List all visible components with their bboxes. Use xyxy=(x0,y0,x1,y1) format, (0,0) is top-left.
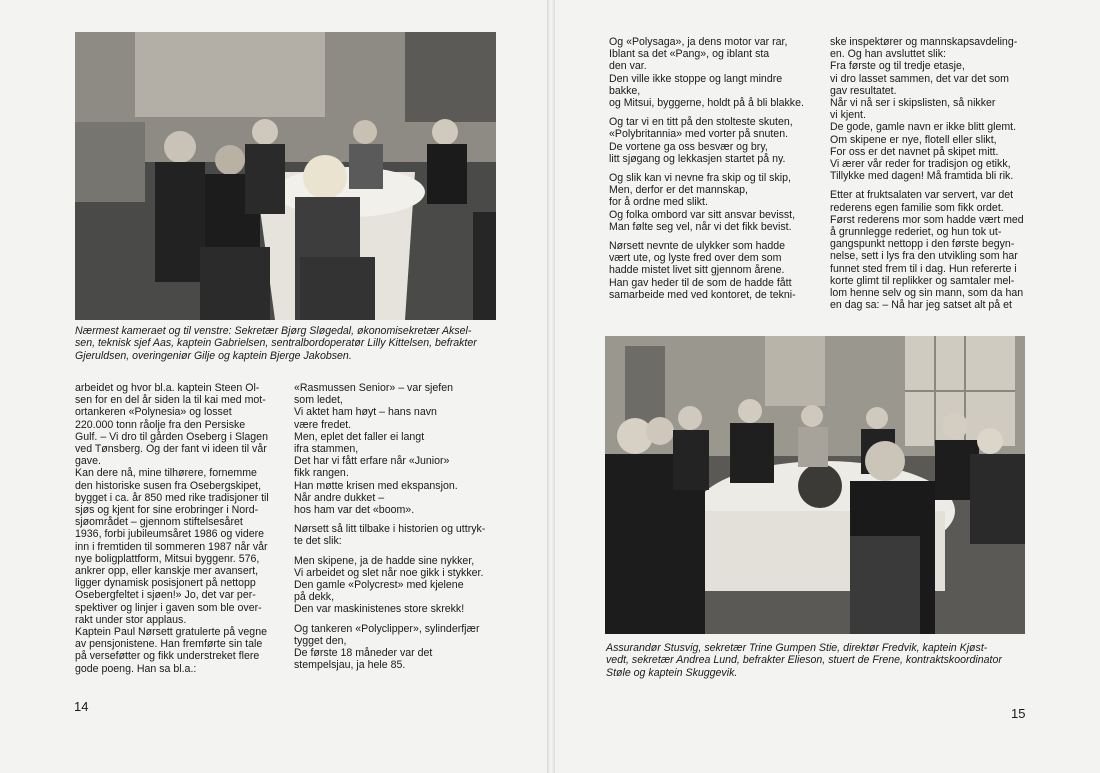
paragraph: Og «Polysaga», ja dens motor var rar, Iblant sa det «Pang», og iblant sta den var. Den ville ikke stoppe og langt mindre bakke, og Mitsui, byggerne, holdt på å bli blakke. xyxy=(609,36,804,110)
banquet-table-illustration xyxy=(605,336,1025,634)
banquet-table-photo xyxy=(605,336,1025,634)
paragraph: Og tar vi en titt på den stolteste skuten, «Polybritannia» med vorter på snuten. De vortene ga oss besvær og bry, litt sjøgang og lekkasjen startet på ny. xyxy=(609,116,793,165)
left-photo-caption: Nærmest kameraet og til venstre: Sekretær Bjørg Sløgedal, økonomisekretær Aksel- sen, teknisk sjef Aas, kaptein Gabrielsen, sentralbordoperatør Lilly Kittelsen, befrakter Gjeruldsen, overingeniør Gilje og kaptein Bjerge Jakobsen. xyxy=(75,325,477,362)
left-column-2 xyxy=(294,382,504,678)
right-photo-caption: Assurandør Stusvig, sekretær Trine Gumpen Stie, direktør Fredvik, kaptein Kjøst- vedt, sekretær Andrea Lund, befrakter Elieson, stuert de Frene, kontraktskoordinator Støle og kaptein Skuggevik. xyxy=(606,642,1002,679)
page-number-right: 15 xyxy=(1011,706,1026,721)
dinner-party-illustration xyxy=(75,32,496,320)
page-number-left: 14 xyxy=(74,699,89,714)
paragraph: Og tankeren «Polyclipper», sylinderfjær tygget den, De første 18 måneder var det stempelsjau, ja hele 85. xyxy=(294,622,480,672)
dinner-party-photo xyxy=(75,32,496,320)
right-column-2 xyxy=(830,36,1040,318)
left-column-1 xyxy=(75,382,280,682)
paragraph: Men skipene, ja de hadde sine nykker, Vi arbeidet og slet når noe gikk i stykker. Den gamle «Polycrest» med kjelene på dekk, Den var maskinistenes store skrekk! xyxy=(294,554,484,616)
paragraph: «Rasmussen Senior» – var sjefen som ledet, Vi aktet ham høyt – hans navn være fredet. Men, eplet det faller ei langt ifra stammen, Det har vi fått erfare når «Junior» fikk rangen. Han møtte krisen med ekspansjon. Når andre dukket – hos ham var det «boom». xyxy=(294,382,458,517)
paragraph: arbeidet og hvor bl.a. kaptein Steen Ol- sen for en del år siden la til kai med mot- ortankeren «Polynesia» og losset 220.000 tonn råolje fra den Persiske Gulf. – Vi dro til gården Oseberg i Slagen ved Tønsberg. Og der fant vi ideen til vår gave. Kan dere nå, mine tilhørere, fornemme den historiske susen fra Osebergskipet, bygget i ca. år 850 med rike tradisjoner til sjøs og kjent for sine erobringer i Nord- sjøområdet – gjennom stiftelsesåret 1936, forbi jubileumsåret 1986 og videre inn i fremtiden til sommeren 1987 når vår nye boligplattform, Mitsui byggenr. 576, ankrer opp, eller kanskje mer avansert, ligger dynamisk posisjonert på nettopp Osebergfeltet i sjøen!» Jo, det var per- spektiver og linjer i gaven som ble over- rakt under stor applaus. Kaptein Paul Nørsett gratulerte på vegne av pensjonistene. Han fremførte sin tale på verseføtter og fikk understreket flere gode poeng. Han sa bl.a.: xyxy=(75,382,269,675)
spread-gutter xyxy=(547,0,555,773)
paragraph: Nørsett nevnte de ulykker som hadde vært ute, og lyste fred over dem som hadde mistet livet sitt gjennom årene. Han gav heder til de som de hadde fått samarbeide med ved kontoret, de tekni- xyxy=(609,240,796,301)
paragraph: Etter at fruktsalaten var servert, var det rederens egen familie som fikk ordet. Først rederens mor som hadde vært med å grunnlegge rederiet, og hun tok ut- gangspunkt nettopp i den første begyn- nelse, sett i lys fra den utvikling som har funnet sted frem til i dag. Hun refererte i korte glimt til replikker og samtaler mel- lom henne selv og sin mann, som da han en dag sa: – Nå har jeg satset alt på et xyxy=(830,189,1024,312)
paragraph: ske inspektører og mannskapsavdeling- en. Og han avsluttet slik: Fra første og til tredje etasje, vi dro lasset sammen, det var det som gav resultatet. Når vi nå ser i skipslisten, så nikker vi kjent. De gode, gamle navn er ikke blitt glemt. Om skipene er nye, flotell eller slikt, For oss er det navnet på skipet mitt. Vi ærer vår reder for tradisjon og etikk, Tillykke med dagen! Må framtida bli rik. xyxy=(830,36,1018,183)
paragraph: Nørsett så litt tilbake i historien og uttryk- te det slik: xyxy=(294,523,486,548)
paragraph: Og slik kan vi nevne fra skip og til skip, Men, derfor er det mannskap, for å ordne med slikt. Og folka ombord var sitt ansvar bevisst, Man følte seg vel, når vi det fikk bevist. xyxy=(609,172,796,233)
right-column-1 xyxy=(609,36,817,308)
